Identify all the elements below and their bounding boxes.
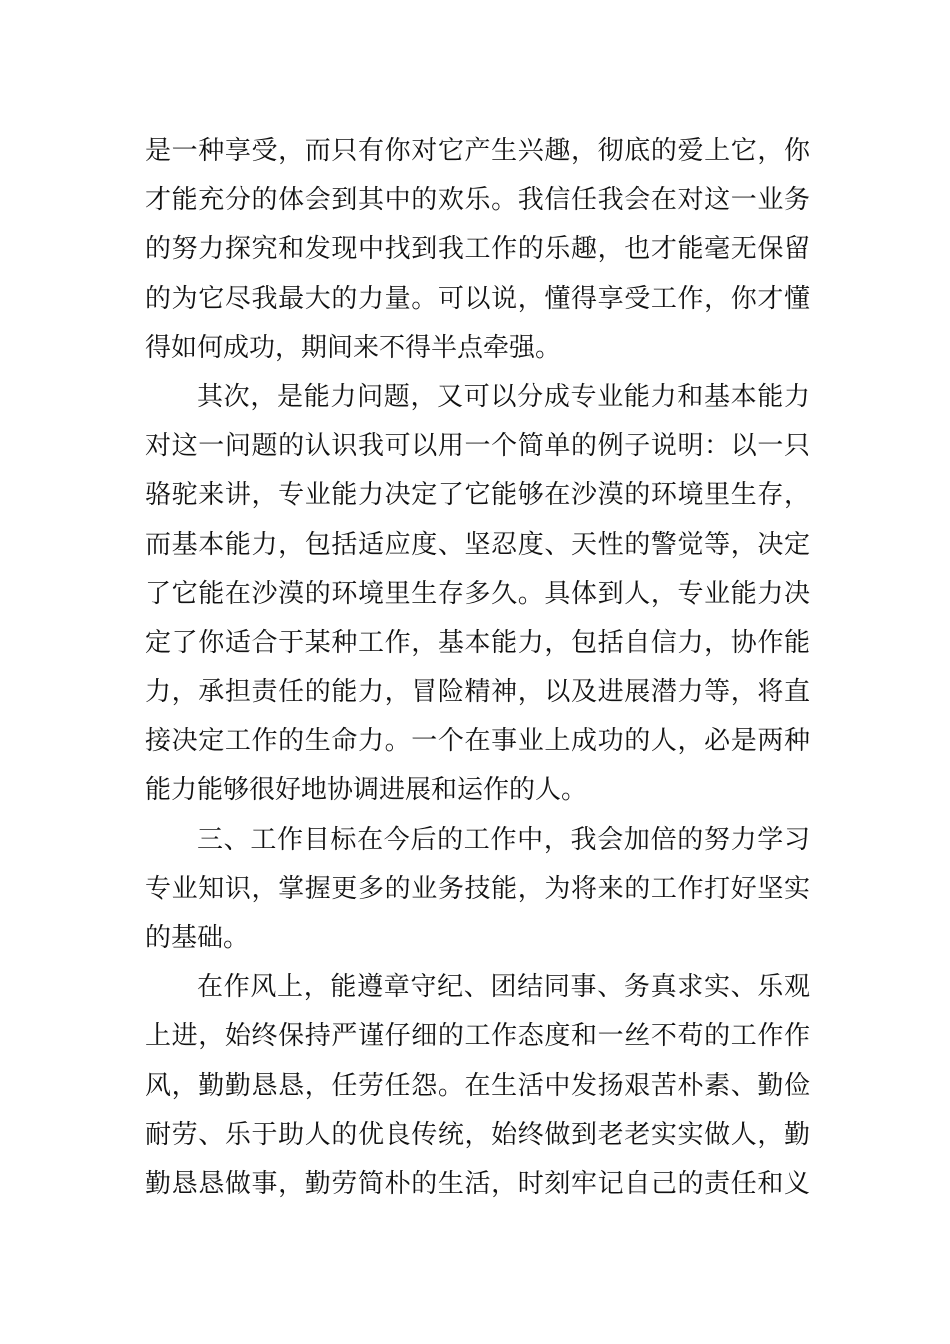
- text-line: 专业知识，掌握更多的业务技能，为将来的工作打好坚实: [145, 873, 810, 904]
- text-line: 的为它尽我最大的力量。可以说，懂得享受工作，你才懂: [145, 283, 810, 314]
- paragraph-first-line: 三、工作目标在今后的工作中，我会加倍的努力学习: [197, 824, 810, 855]
- text-line: 而基本能力，包括适应度、坚忍度、天性的警觉等，决定: [145, 529, 810, 560]
- text-line: 定了你适合于某种工作，基本能力，包括自信力，协作能: [145, 627, 810, 658]
- text-line: 耐劳、乐于助人的优良传统，始终做到老老实实做人，勤: [145, 1119, 810, 1150]
- text-line: 勤恳恳做事，勤劳简朴的生活，时刻牢记自己的责任和义: [145, 1168, 810, 1199]
- text-line: 风，勤勤恳恳，任劳任怨。在生活中发扬艰苦朴素、勤俭: [145, 1070, 810, 1101]
- text-line: 接决定工作的生命力。一个在事业上成功的人，必是两种: [145, 726, 810, 757]
- paragraph-first-line: 在作风上，能遵章守纪、团结同事、务真求实、乐观: [197, 972, 810, 1003]
- text-line: 了它能在沙漠的环境里生存多久。具体到人，专业能力决: [145, 578, 810, 609]
- text-line: 是一种享受，而只有你对它产生兴趣，彻底的爱上它，你: [145, 136, 810, 166]
- text-line: 的努力探究和发现中找到我工作的乐趣，也才能毫无保留: [145, 234, 810, 265]
- text-line: 骆驼来讲，专业能力决定了它能够在沙漠的环境里生存，: [145, 480, 810, 511]
- text-line: 得如何成功，期间来不得半点牵强。: [145, 332, 562, 363]
- text-line: 上进，始终保持严谨仔细的工作态度和一丝不苟的工作作: [145, 1021, 810, 1052]
- text-line: 对这一问题的认识我可以用一个简单的例子说明：以一只: [145, 431, 810, 462]
- text-line: 才能充分的体会到其中的欢乐。我信任我会在对这一业务: [145, 185, 810, 216]
- text-line: 力，承担责任的能力，冒险精神，以及进展潜力等，将直: [145, 677, 810, 708]
- text-line: 能力能够很好地协调进展和运作的人。: [145, 775, 588, 806]
- text-line: 的基础。: [145, 923, 250, 953]
- body-text: [145, 127, 810, 1209]
- paragraph-first-line: 其次，是能力问题，又可以分成专业能力和基本能力: [197, 381, 810, 412]
